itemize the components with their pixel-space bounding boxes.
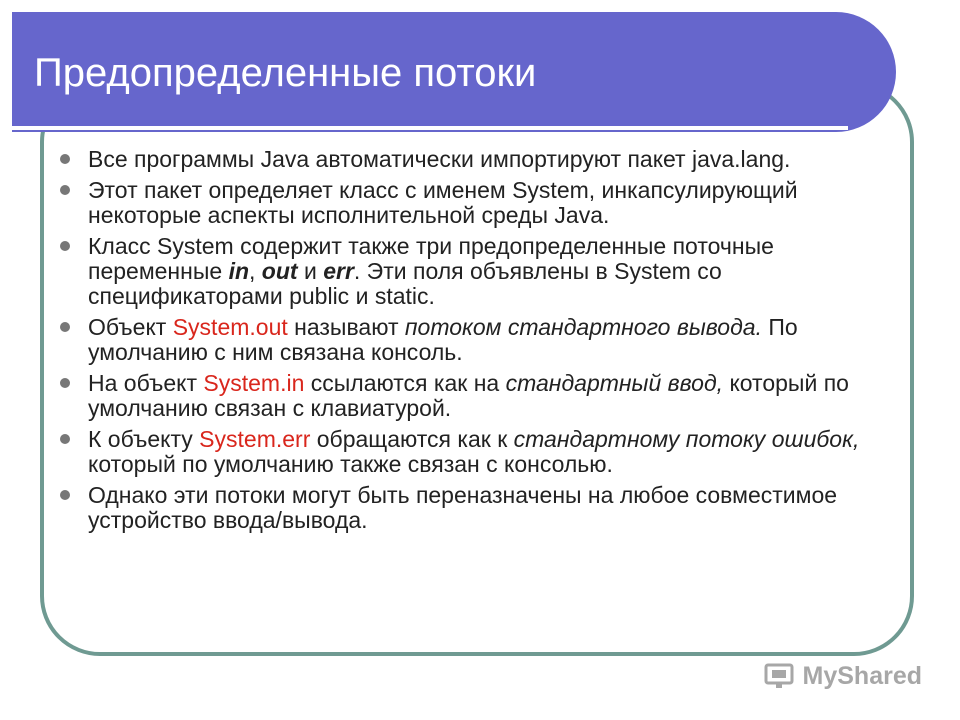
- bullet-text: и: [297, 258, 324, 284]
- bullet-dot: [60, 154, 70, 164]
- emphasis-text: потоком стандартного вывода.: [404, 314, 762, 340]
- bullet-item-2: [60, 178, 880, 228]
- bullet-item-5: [60, 371, 880, 421]
- bullet-dot: [60, 434, 70, 444]
- in-keyword: in: [228, 258, 250, 284]
- bullet-text: который по умолчанию связан с клавиатурой.: [88, 370, 849, 421]
- system-err-term: System.err: [199, 426, 311, 452]
- watermark-text: MyShared: [802, 661, 922, 690]
- bullet-text: Однако эти потоки могут быть переназначены на любое совместимое устройство ввода/вывода.: [88, 482, 838, 533]
- bullet-text: . Эти поля объявлены в System со спецификаторами public и static.: [88, 258, 722, 309]
- bullet-dot: [60, 241, 70, 251]
- bullet-text: Этот пакет определяет класс с именем System, инкапсулирующий некоторые аспекты исполнительной среды Java.: [88, 177, 798, 228]
- out-keyword: out: [261, 258, 298, 284]
- bullet-item-6: [60, 427, 880, 477]
- page-title: Предопределенные потоки: [34, 51, 537, 95]
- myshared-logo-icon: [763, 661, 797, 691]
- bullet-dot: [60, 378, 70, 388]
- bullet-text: ,: [249, 258, 262, 284]
- bullet-text: Класс System содержит также три предопределенные поточные переменные: [88, 233, 774, 284]
- bullet-item-3: [60, 234, 880, 309]
- bullet-item-1: [60, 147, 880, 172]
- bullet-dot: [60, 185, 70, 195]
- bullet-item-7: [60, 483, 880, 533]
- bullet-text: Все программы Java автоматически импортируют пакет java.lang.: [88, 146, 791, 172]
- bullet-text: ссылаются как на: [304, 370, 506, 396]
- bullet-item-4: [60, 315, 880, 365]
- system-in-term: System.in: [203, 370, 305, 396]
- bullet-dot: [60, 322, 70, 332]
- bullet-text: По умолчанию с ним связана консоль.: [88, 314, 798, 365]
- err-keyword: err: [323, 258, 354, 284]
- system-out-term: System.out: [172, 314, 288, 340]
- bullet-text: На объект: [88, 370, 204, 396]
- bullet-text: который по умолчанию также связан с консолью.: [88, 451, 613, 477]
- bullet-dot: [60, 490, 70, 500]
- watermark: [763, 658, 922, 694]
- emphasis-text: стандартный ввод,: [505, 370, 724, 396]
- title-underline: [12, 126, 848, 130]
- bullet-text: называют: [287, 314, 405, 340]
- bullet-list: [60, 147, 880, 539]
- bullet-text: обращаются как к: [310, 426, 514, 452]
- emphasis-text: стандартному потоку ошибок,: [513, 426, 860, 452]
- bullet-text: Объект: [88, 314, 173, 340]
- bullet-text: К объекту: [88, 426, 200, 452]
